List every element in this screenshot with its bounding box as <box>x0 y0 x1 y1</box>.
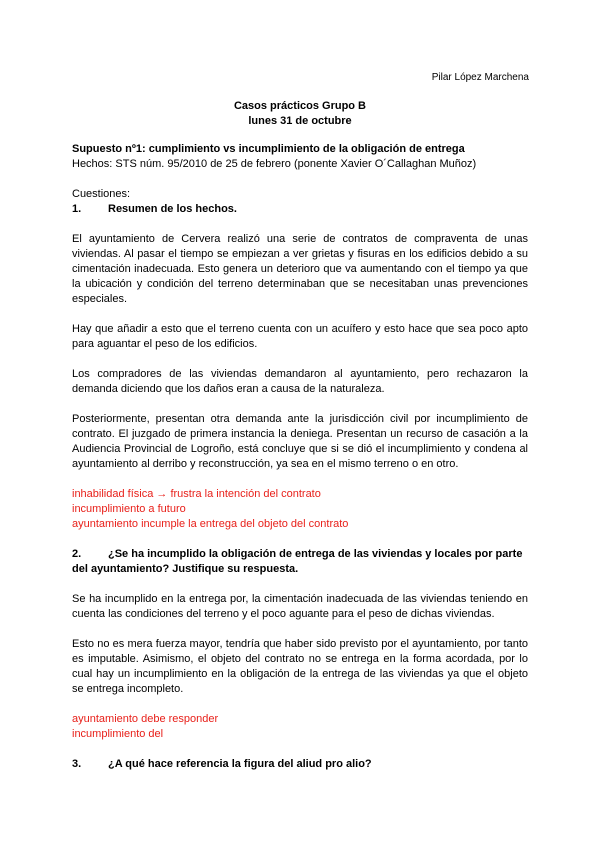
cuestiones-label: Cuestiones: <box>72 188 131 200</box>
q1-paragraph: Hay que añadir a esto que el terreno cuenta con un acuífero y esto hace que sea poco apto para aguantar el peso de los edificios. <box>72 323 528 350</box>
q1-note: incumplimiento a futuro <box>72 503 186 515</box>
title-line-2: lunes 31 de octubre <box>248 115 352 127</box>
q2-paragraph: Esto no es mera fuerza mayor, tendría que haber sido previsto por el ayuntamiento, por tanto es imputable. Asimismo, el objeto del contrato no se entrega en la forma acordada, por lo cual hay un incumplimiento en la obligación de la entrega de las viviendas ya que el objeto se entrega incompleto. <box>72 638 528 695</box>
title-line-1: Casos prácticos Grupo B <box>233 100 367 112</box>
q2-note: incumplimiento del <box>72 728 164 740</box>
question-3-title: ¿A qué hace referencia la figura del aliud pro alio? <box>108 758 372 770</box>
question-1-title: Resumen de los hechos. <box>108 203 237 215</box>
question-2-number: 2. <box>72 548 82 560</box>
question-3-number: 3. <box>72 758 82 770</box>
q1-paragraph: Posteriormente, presentan otra demanda ante la jurisdicción civil por incumplimiento de contrato. El juzgado de primera instancia la deniega. Presentan un recurso de casación a la Audiencia Provincial de Logroño, está concluye que si se dió el incumplimiento y condena al ayuntamiento al derribo y reconstrucción, ya sea en el mismo terreno o en otro. <box>72 413 528 470</box>
author-name: Pilar López Marchena <box>431 72 529 83</box>
question-3-heading <box>72 757 528 772</box>
q1-paragraph: El ayuntamiento de Cervera realizó una serie de contratos de compraventa de unas viviendas. Al pasar el tiempo se empiezan a ver grietas y fisuras en los edificios debido a su cimentación inadecuada. Esto genera un deterioro que va aumentando con el tiempo ya que la ubicación y condición del terreno determinaban que se necesitaban unas prevenciones especiales. <box>72 233 528 305</box>
document-body <box>72 142 528 772</box>
q2-note: ayuntamiento debe responder <box>72 713 219 725</box>
q2-paragraph: Se ha incumplido en la entrega por, la cimentación inadecuada de las viviendas teniendo en cuenta las condiciones del terreno y el poco aguante para el peso de dichas viviendas. <box>72 593 528 620</box>
question-1-number: 1. <box>72 203 82 215</box>
case-facts: Hechos: STS núm. 95/2010 de 25 de febrero (ponente Xavier O´Callaghan Muñoz) <box>72 158 477 170</box>
question-2-title: ¿Se ha incumplido la obligación de entrega de las viviendas y locales por parte del ayuntamiento? Justifique su respuesta. <box>72 548 523 575</box>
question-2-heading <box>72 547 528 577</box>
q1-paragraph: Los compradores de las viviendas demandaron al ayuntamiento, pero rechazaron la demanda diciendo que los daños eran a causa de la naturaleza. <box>72 368 528 395</box>
q1-note: ayuntamiento incumple la entrega del objeto del contrato <box>72 518 349 530</box>
document-title <box>0 99 600 129</box>
case-heading: Supuesto nº1: cumplimiento vs incumplimiento de la obligación de entrega <box>72 143 465 155</box>
question-1-heading <box>72 202 528 217</box>
q1-note: inhabilidad física → frustra la intención del contrato <box>72 488 321 500</box>
